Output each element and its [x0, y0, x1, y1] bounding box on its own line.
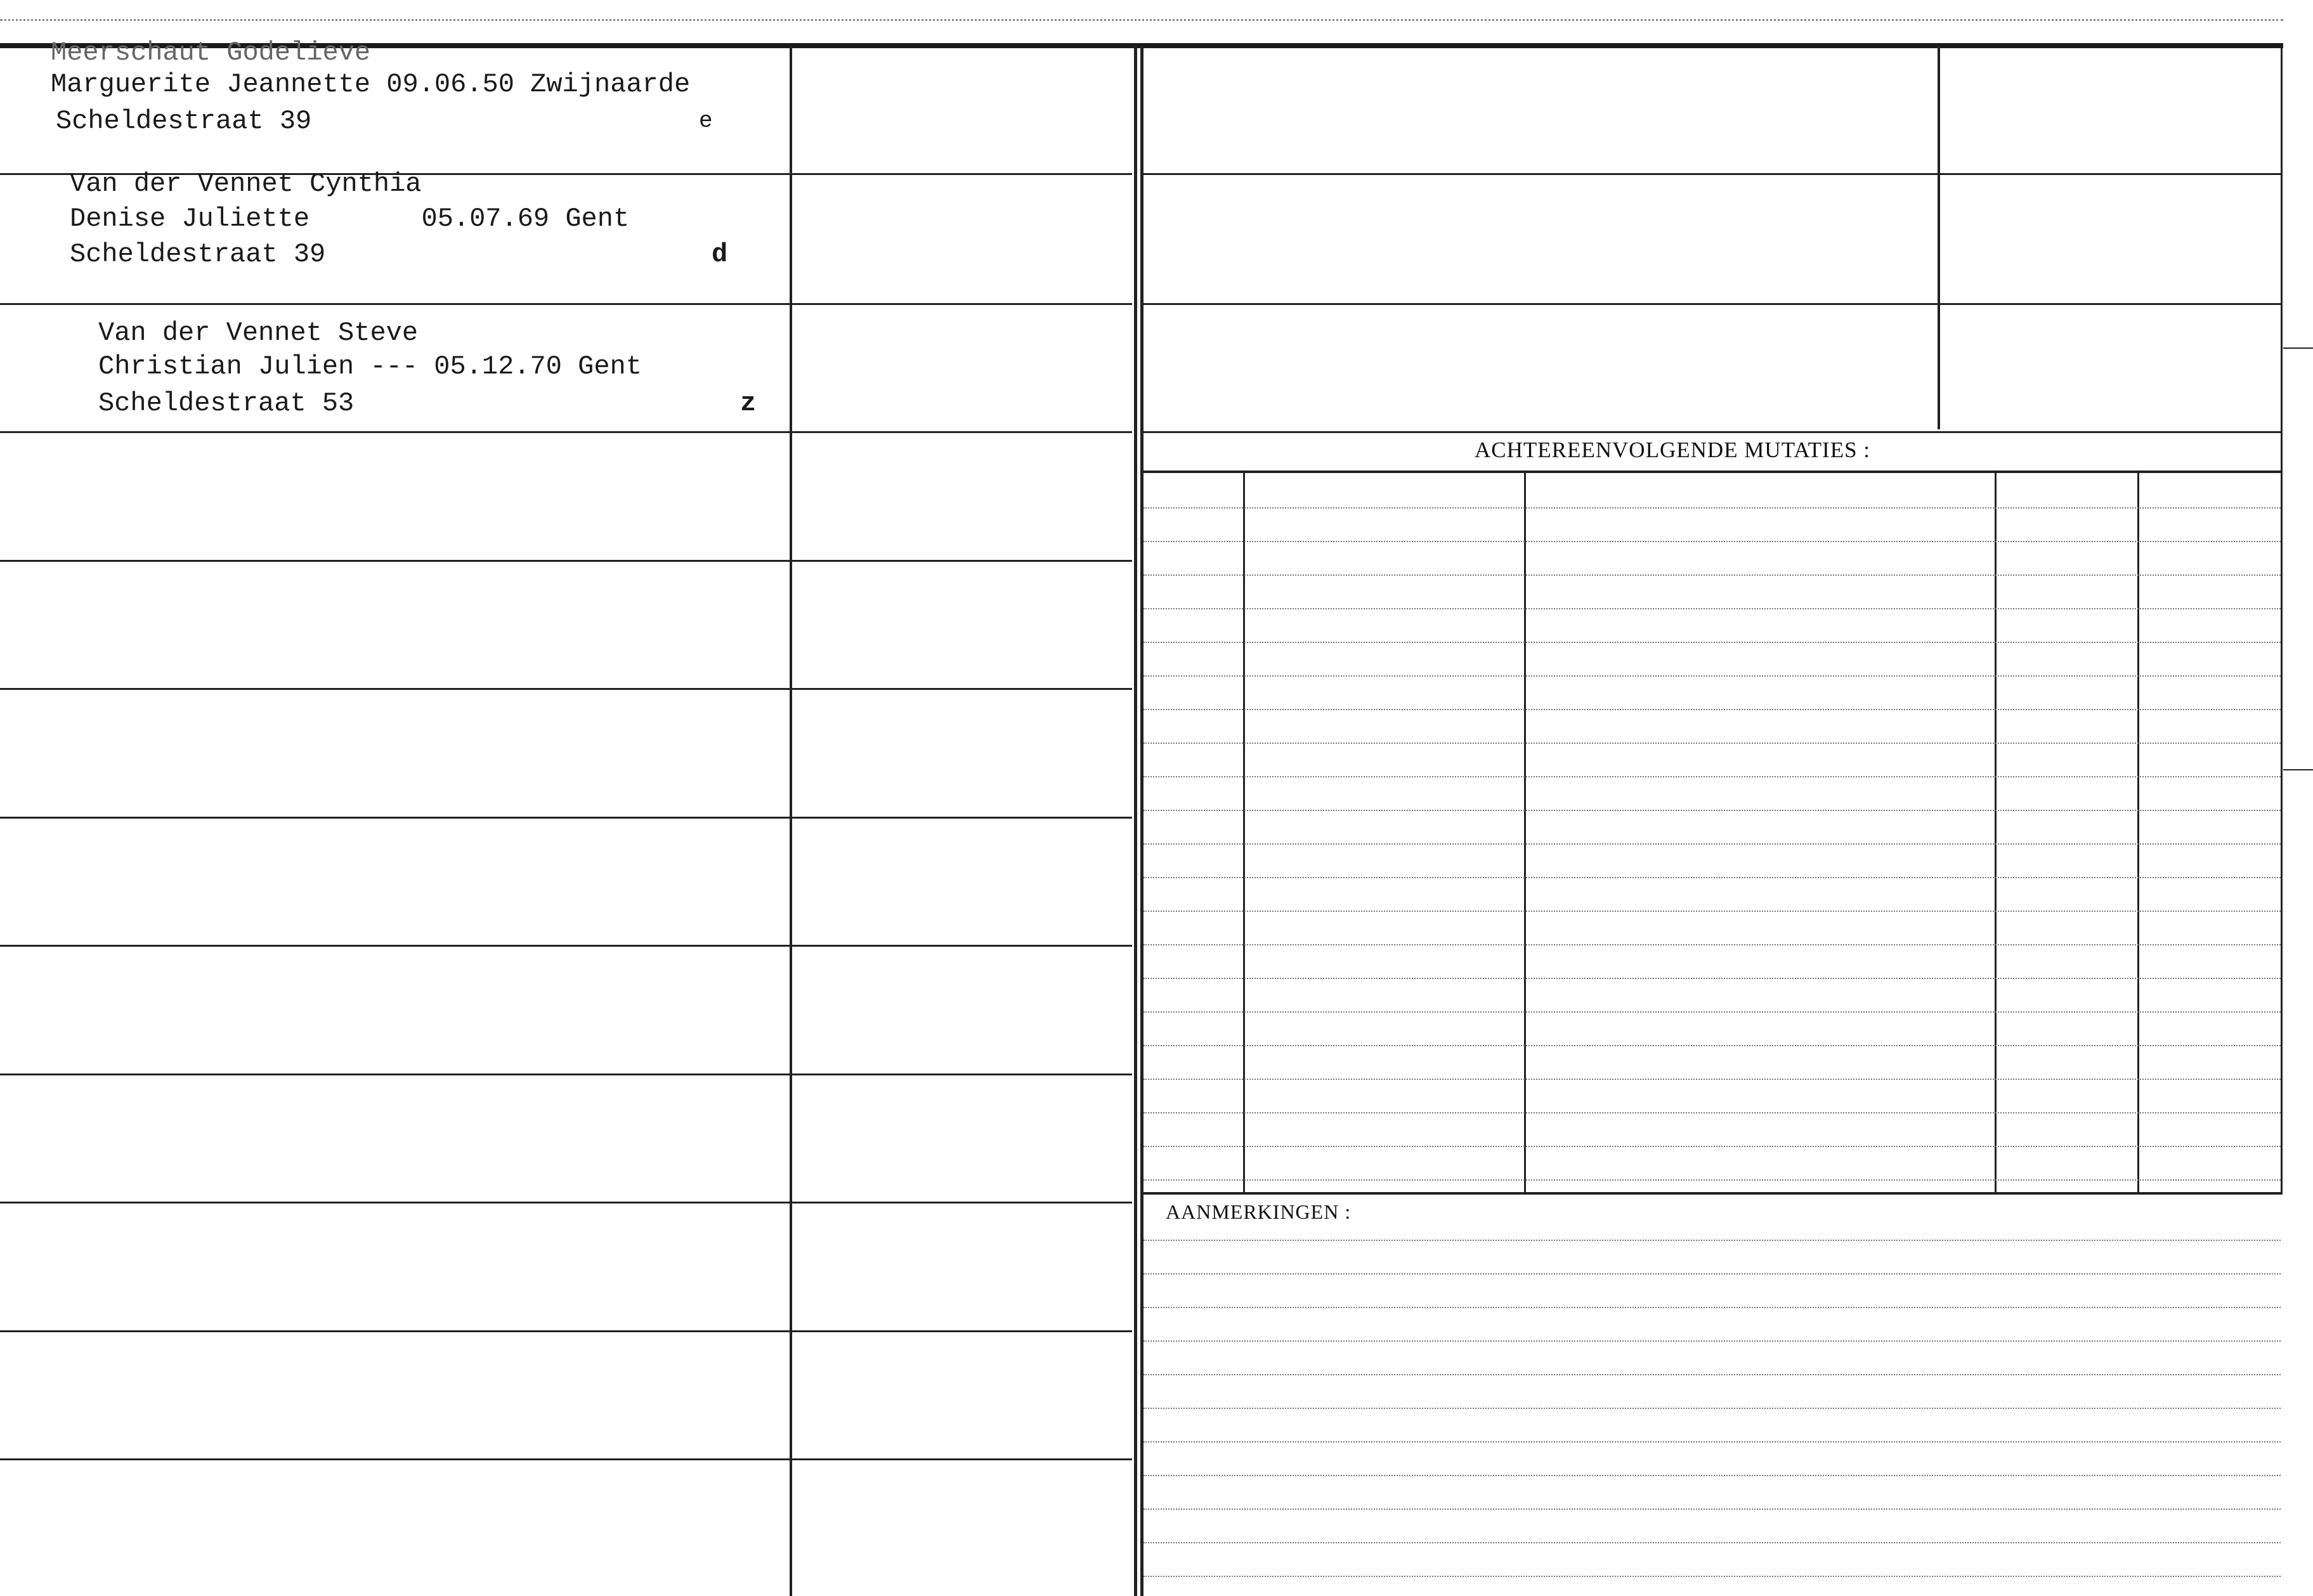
left-row-sep-2	[0, 303, 1132, 305]
person-3-mark: z	[740, 388, 757, 418]
remark-row-line	[1143, 1576, 2281, 1577]
left-row-sep-3	[0, 431, 1132, 433]
mutation-row-line	[1143, 608, 2281, 609]
mutations-col-2	[1524, 472, 1526, 1193]
mutation-row-line	[1143, 1045, 2281, 1046]
right-row-sep-3	[1142, 431, 2283, 433]
remark-row-line	[1143, 1508, 2281, 1510]
center-double-divider-a	[1134, 46, 1137, 1596]
left-column-divider	[790, 46, 792, 1596]
mutation-row-line	[1143, 944, 2281, 945]
remark-row-line	[1143, 1273, 2281, 1275]
mutation-row-line	[1143, 574, 2281, 576]
mutation-row-line	[1143, 776, 2281, 777]
remarks-top	[1142, 1192, 2283, 1195]
remark-row-line	[1143, 1408, 2281, 1409]
person-2-address: Scheldestraat 39	[70, 239, 326, 269]
person-2-name: Van der Vennet Cynthia	[70, 169, 422, 199]
right-edge	[2281, 46, 2283, 1193]
mutation-row-line	[1143, 507, 2281, 509]
remarks-heading: AANMERKINGEN :	[1166, 1200, 1352, 1223]
person-1-given-birth: Marguerite Jeannette 09.06.50 Zwijnaarde	[51, 69, 691, 100]
left-row-sep-7	[0, 945, 1132, 947]
margin-tick-2	[2283, 769, 2313, 770]
right-row-sep-2	[1142, 303, 2283, 305]
mutation-row-line	[1143, 709, 2281, 710]
mutation-row-line	[1143, 642, 2281, 643]
left-row-sep-4	[0, 560, 1132, 562]
left-row-sep-8	[0, 1074, 1132, 1075]
mutation-row-line	[1143, 843, 2281, 845]
mutation-row-line	[1143, 1146, 2281, 1147]
person-1-address: Scheldestraat 39	[56, 106, 312, 136]
person-3-name: Van der Vennet Steve	[98, 318, 419, 348]
person-1-name: Meerschaut Godelieve	[51, 37, 371, 68]
mutation-row-line	[1143, 1011, 2281, 1013]
left-row-sep-11	[0, 1458, 1132, 1460]
remark-row-line	[1143, 1240, 2281, 1241]
remark-row-line	[1143, 1542, 2281, 1543]
left-row-sep-10	[0, 1330, 1132, 1332]
right-upper-divider	[1938, 46, 1940, 429]
mutation-row-line	[1143, 1179, 2281, 1181]
mutation-row-line	[1143, 1112, 2281, 1113]
left-row-sep-6	[0, 817, 1132, 819]
mutations-table-top	[1142, 470, 2283, 473]
mutation-row-line	[1143, 541, 2281, 542]
mutations-heading: ACHTEREENVOLGENDE MUTATIES :	[1475, 438, 1871, 462]
person-3-address: Scheldestraat 53	[98, 388, 355, 418]
person-3-given-birth: Christian Julien --- 05.12.70 Gent	[98, 351, 642, 382]
mutations-col-4	[2137, 472, 2139, 1193]
left-row-sep-9	[0, 1202, 1132, 1203]
remark-row-line	[1143, 1340, 2281, 1342]
margin-tick-1	[2283, 347, 2313, 349]
mutation-row-line	[1143, 978, 2281, 979]
mutation-row-line	[1143, 675, 2281, 677]
person-2-given-birth: Denise Juliette 05.07.69 Gent	[70, 204, 630, 234]
mutation-row-line	[1143, 1079, 2281, 1080]
mutation-row-line	[1143, 877, 2281, 878]
right-row-sep-1	[1142, 173, 2283, 175]
mutations-col-3	[1995, 472, 1997, 1193]
left-row-sep-5	[0, 688, 1132, 690]
mutation-row-line	[1143, 810, 2281, 811]
remark-row-line	[1143, 1441, 2281, 1443]
person-2-mark: d	[712, 239, 728, 269]
remark-row-line	[1143, 1374, 2281, 1375]
remark-row-line	[1143, 1475, 2281, 1476]
mutations-col-1	[1243, 472, 1245, 1193]
mutation-row-line	[1143, 743, 2281, 744]
person-1-mark: e	[699, 108, 713, 134]
mutation-row-line	[1143, 911, 2281, 912]
remark-row-line	[1143, 1307, 2281, 1308]
center-double-divider-b	[1140, 46, 1143, 1596]
top-dotted-edge	[0, 19, 2283, 21]
